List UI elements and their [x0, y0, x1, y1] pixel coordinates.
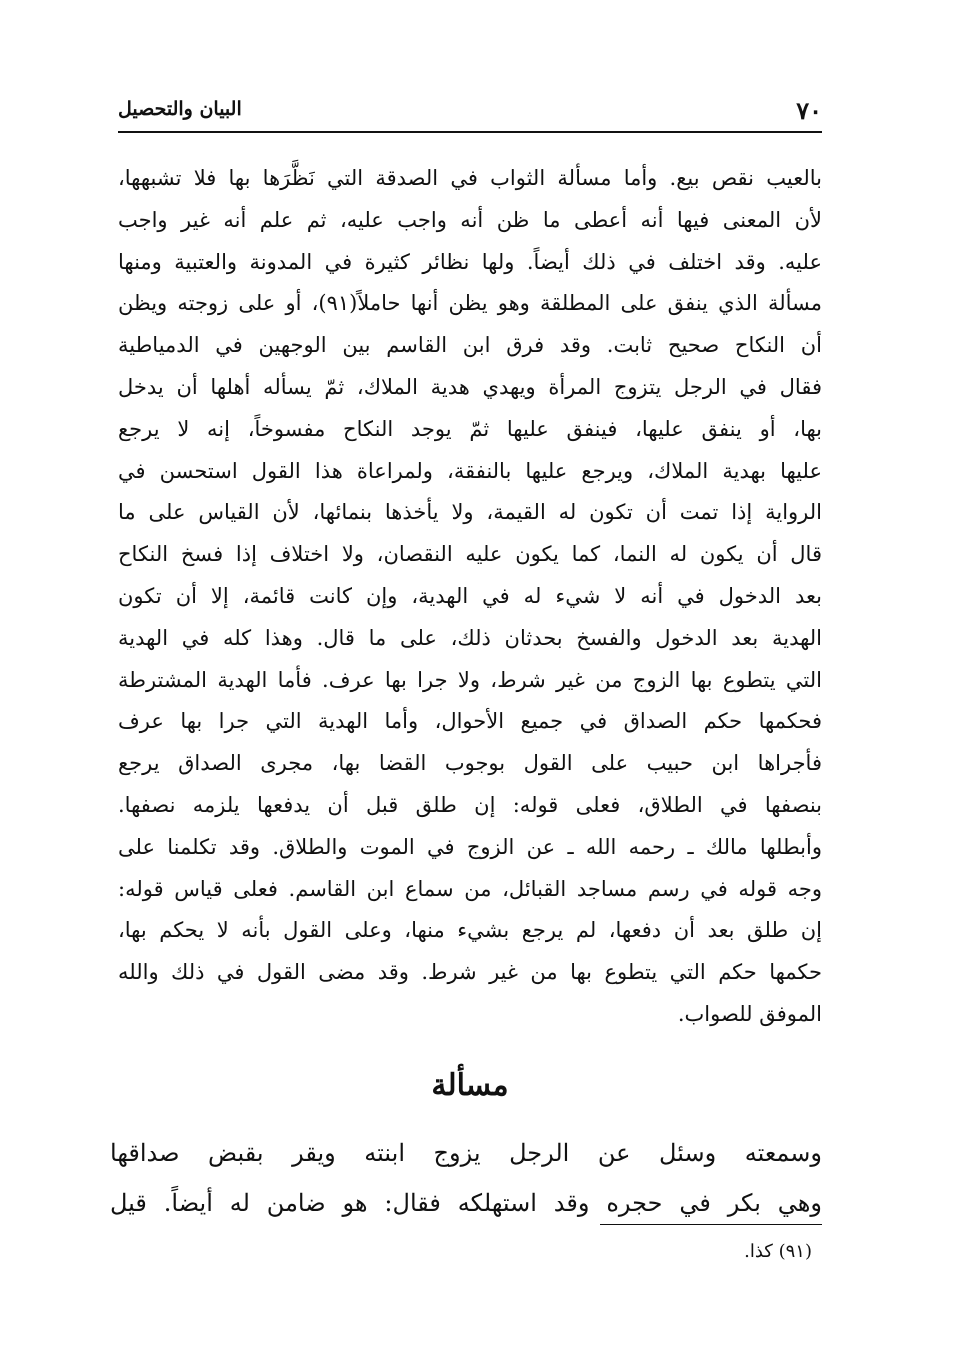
text-line: وأبطلها مالك ـ رحمه الله ـ عن الزوج في الموت والطلاق. وقد تكلمنا على	[118, 834, 822, 859]
text-line: وسمعته وسئل عن الرجل يزوج ابنته ويقر بقبض صداقها	[110, 1139, 822, 1167]
section-heading: مسألة	[431, 1068, 509, 1103]
text-line: بعد الدخول في أنه لا شيء له في الهدية، وإن كانت قائمة، إلا أن تكون	[118, 583, 822, 608]
text-line: بنصفها في الطلاق، فعلى قوله: إن طلق قبل أن يدفعها يلزمه نصفها.	[118, 792, 822, 817]
text-line: لأن المعنى فيها أنه أعطى ما ظن أنه واجب عليه، ثم علم أنه غير واجب	[118, 207, 822, 232]
text-line: بها، أو ينفق عليها، فينفق عليها ثمّ يوجد النكاح مفسوخاً، إنه لا يرجع	[118, 416, 822, 441]
section-text	[110, 1128, 822, 1228]
text-line: إن طلق بعد أن دفعها، لم يرجع بشيء منها، وعلى القول بأنه لا يحكم بها،	[118, 918, 822, 943]
text-line: الرواية إذا تمت أن تكون له القيمة، ولا يأخذها بنمائها، لأن القياس على ما	[118, 500, 822, 525]
text-line: عليها بهدية الملاك، ويرجع عليها بالنفقة، ولمراعاة هذا القول استحسن في	[118, 458, 822, 483]
footnote-rule	[600, 1224, 822, 1225]
text-line: بالعيب نقص بيع. وأما مسألة الثواب في الصدقة التي نَظَّرَها بها فلا تشبهها،	[118, 166, 822, 190]
text-line: وهي بكر في حجره وقد استهلكه فقال: هو ضامن له أيضاً. قيل	[110, 1189, 822, 1217]
body-text	[118, 158, 822, 1036]
text-line: وجه قوله في رسم مساجد القبائل، من سماع ابن القاسم. فعلى قياس قوله:	[118, 876, 822, 901]
text-line: أن النكاح صحيح ثابت. وقد فرق ابن القاسم بين الوجهين في الدمياطية	[118, 333, 822, 358]
text-line: التي يتطوع بها الزوج من غير شرط، ولا جرا بها عرف. فأما الهدية المشترطة	[118, 667, 822, 692]
text-line: فأجراها ابن حبيب على القول بوجوب القضا بها، مجرى الصداق يرجع	[118, 751, 822, 776]
text-line: فحكمها حكم الصداق في جميع الأحوال، وأما الهدية التي جرا بها عرف	[118, 709, 822, 734]
text-line: قال أن يكون له النما، كما يكون عليه النقصان، ولا اختلاف إذا فسخ النكاح	[118, 542, 822, 567]
text-line: الهدية بعد الدخول والفسخ بحدثان ذلك، على ما قال. وهذا كله في الهدية	[118, 625, 822, 650]
text-line: فقال في الرجل يتزوج المرأة ويهدي هدية الملاك، ثمّ يسأله أهلها أن يدخل	[118, 374, 822, 399]
page-number: ٧٠	[796, 96, 822, 125]
text-line: حكمها حكم التي يتطوع بها من غير شرط. وقد مضى القول في ذلك والله	[118, 960, 822, 985]
footnote: (٩١) كذا.	[744, 1241, 812, 1262]
text-line: الموفق للصواب.	[677, 1001, 822, 1026]
page-header	[118, 92, 822, 130]
running-title: البيان والتحصيل	[118, 98, 242, 120]
text-line: مسألة الذي ينفق على المطلقة وهو يظن أنها حاملاً(٩١)، أو على زوجته ويظن	[118, 291, 822, 316]
text-line: عليه. وقد اختلف في ذلك أيضاً. ولها نظائر كثيرة في المدونة والعتبية ومنها	[118, 249, 822, 274]
header-rule	[118, 131, 822, 133]
